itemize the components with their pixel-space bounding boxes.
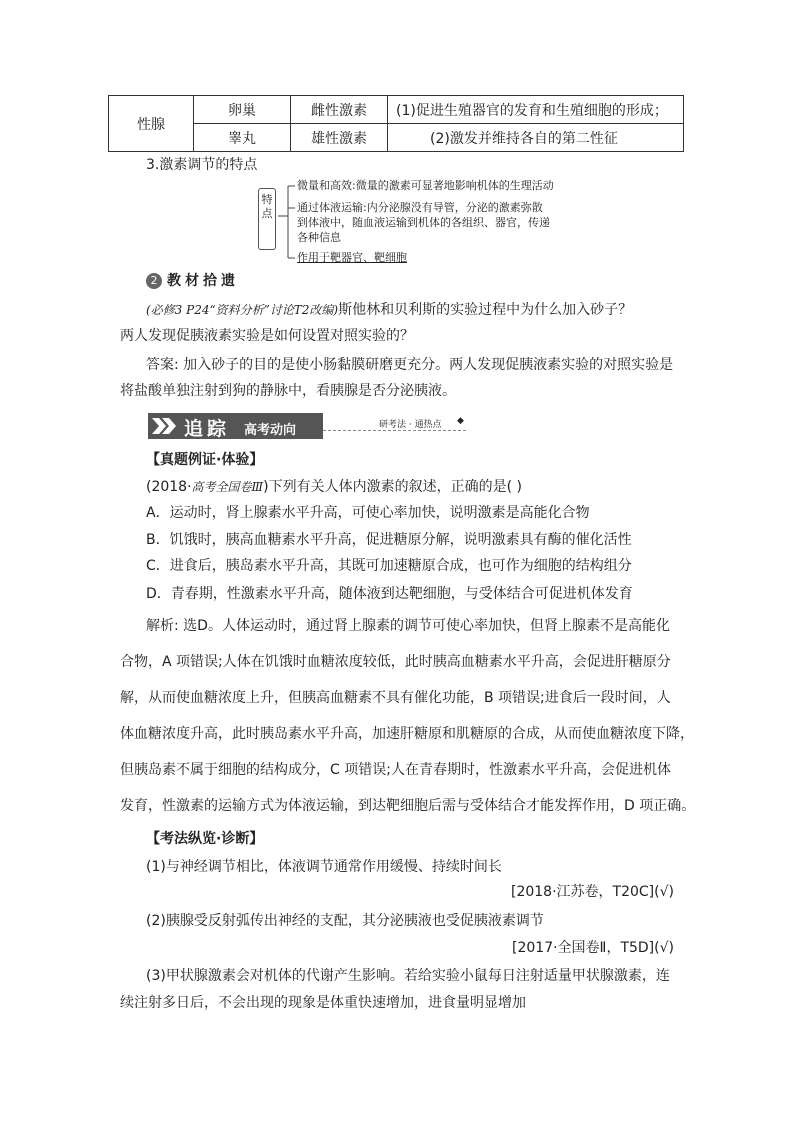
feature-item: 各种信息: [297, 231, 341, 244]
features-label: [258, 188, 276, 250]
table-category: 性腺: [109, 96, 194, 152]
table-organ-cell: 睾丸: [194, 124, 291, 152]
banner-title: 追踪: [184, 418, 231, 440]
table-function-cell: (2)激发并维持各自的第二性征: [388, 124, 684, 152]
section-badge: 2: [146, 273, 162, 289]
option-c: C．进食后，胰岛素水平升高，其既可加速糖原合成，也可作为细胞的结构组分: [146, 558, 632, 574]
section-heading: 教材拾遗: [167, 273, 239, 289]
double-chevron-icon: [152, 418, 178, 434]
feature-item: 作用于靶器官、靶细胞: [297, 251, 407, 264]
question-source: (必修3 P24“资料分析”讨论T2改编): [146, 303, 339, 317]
table-organ-cell: 卵巢: [194, 96, 291, 124]
question-line: [146, 300, 632, 320]
section-title: 【真题例证·体验】: [146, 452, 264, 468]
banner-divider: [323, 430, 466, 431]
question-text: )下列有关人体内激素的叙述，正确的是( ): [263, 479, 522, 495]
option-a: A．运动时，肾上腺素水平升高，可使心率加快，说明激素是高能化合物: [146, 505, 590, 521]
features-label-text: 特点: [261, 193, 273, 220]
analysis-line: 合物，A 项错误;人体在饥饿时血糖浓度较低，此时胰高血糖素水平升高，会促进肝糖原分: [120, 654, 671, 670]
table-hormone-cell: 雌性激素: [291, 96, 388, 124]
banner-subtitle: 高考动向: [244, 423, 297, 438]
question-line: 两人发现促胰液素实验是如何设置对照实验的？: [120, 328, 414, 344]
banner-right-text: 研考法 · 通热点: [379, 420, 442, 430]
answer-line: 将盐酸单独注射到狗的静脉中，看胰腺是否分泌胰液。: [120, 383, 456, 399]
analysis-line: 解析: 选D。人体运动时，通过肾上腺素的调节可使心率加快，但肾上腺素不是高能化: [146, 618, 670, 634]
table-function-cell: (1)促进生殖器官的发育和生殖细胞的形成；: [388, 96, 684, 124]
analysis-line: 解，从而使血糖浓度上升，但胰高血糖素不具有催化功能，B 项错误;进食后一段时间，人: [120, 690, 671, 706]
question-source: 高考全国卷Ⅲ: [191, 480, 264, 494]
diamond-icon: ◆: [457, 416, 464, 426]
banner-main: [148, 413, 323, 439]
section-banner: [148, 413, 466, 439]
feature-item: 通过体液运输:内分泌腺没有导管，分泌的激素弥散: [297, 201, 543, 214]
diagnose-source: [2017·全国卷Ⅱ，T5D](√): [512, 940, 674, 956]
section-title: 【考法纵览·诊断】: [146, 831, 264, 847]
bracket-lines: [276, 180, 296, 264]
diagnose-item: (2)胰腺受反射弧传出神经的支配，其分泌胰液也受促胰液素调节: [146, 913, 544, 929]
option-d: D．青春期，性激素水平升高，随体液到达靶细胞，与受体结合可促进机体发育: [146, 586, 633, 602]
diagnose-item: (3)甲状腺激素会对机体的代谢产生影响。若给实验小鼠每日注射适量甲状腺激素，连: [146, 968, 670, 984]
answer-line: 答案: 加入砂子的目的是使小肠黏膜研磨更充分。两人发现促胰液素实验的对照实验是: [146, 357, 674, 373]
analysis-line: 但胰岛素不属于细胞的结构成分，C 项错误;人在青春期时，性激素水平升高，会促进机体: [120, 762, 671, 778]
gland-table: [108, 95, 684, 152]
banner-tail: [323, 413, 466, 439]
table-hormone-cell: 雄性激素: [291, 124, 388, 152]
section-title: 3.激素调节的特点: [146, 157, 258, 173]
feature-item: 到体液中，随血液运输到机体的各组织、器官，传递: [297, 216, 550, 229]
diagnose-item: 续注射多日后，不会出现的现象是体重快速增加，进食量明显增加: [120, 995, 526, 1011]
diagnose-source: [2018·江苏卷，T20C](√): [511, 884, 674, 900]
question-prefix: (2018·: [146, 479, 192, 495]
exam-question: [146, 477, 522, 497]
option-b: B．饥饿时，胰高血糖素水平升高，促进糖原分解，说明激素具有酶的催化活性: [146, 532, 632, 548]
analysis-line: 体血糖浓度升高，此时胰岛素水平升高，加速肝糖原和肌糖原的合成，从而使血糖浓度下降，: [120, 726, 694, 742]
feature-item: 微量和高效:微量的激素可显著地影响机体的生理活动: [297, 179, 554, 192]
question-text: 斯他林和贝利斯的实验过程中为什么加入砂子？: [338, 302, 633, 318]
analysis-line: 发育，性激素的运输方式为体液运输，到达靶细胞后需与受体结合才能发挥作用，D 项正确。: [120, 798, 696, 814]
diagnose-item: (1)与神经调节相比，体液调节通常作用缓慢、持续时间长: [146, 859, 502, 875]
